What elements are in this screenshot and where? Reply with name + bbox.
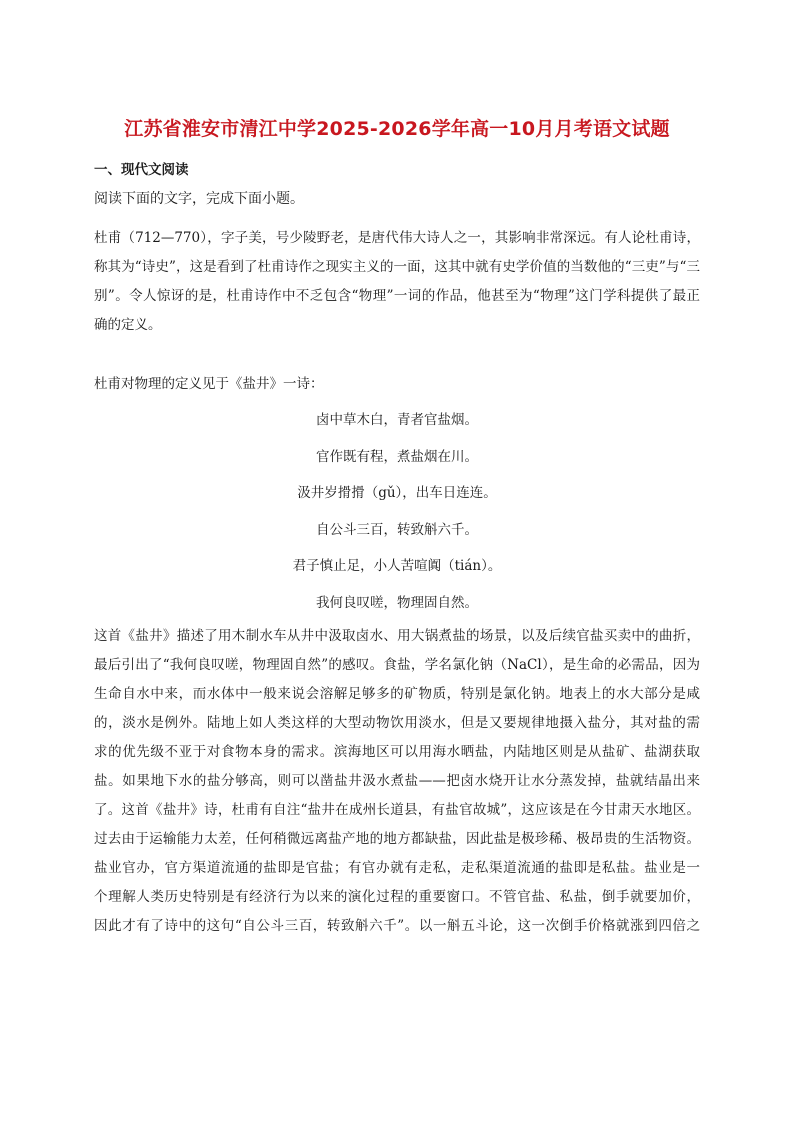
poem-intro: 杜甫对物理的定义见于《盐井》一诗： [94, 376, 324, 392]
paragraph-line: 称其为“诗史”，这是看到了杜甫诗作之现实主义的一面，这其中就有史学价值的当数他的“三吏”与“三 [94, 259, 700, 275]
paragraph-line: 盐业官办，官方渠道流通的盐即是官盐；有官办就有走私，走私渠道流通的盐即是私盐。盐业是一 [94, 860, 700, 876]
poem [0, 402, 794, 622]
poem-line: 汲井岁搰搰（gǔ），出车日连连。 [297, 485, 497, 502]
paragraph-line: 生命自水中来，而水体中一般来说会溶解足够多的矿物质，特别是氯化钠。地表上的水大部分是咸 [94, 686, 700, 702]
section-heading: 一、现代文阅读 [94, 162, 189, 178]
paragraph-line: 了。这首《盐井》诗，杜甫有自注“盐井在成州长道县，有盐官故城”，这应该是在今甘肃天水地区。 [94, 802, 700, 818]
paragraph-line: 盐。如果地下水的盐分够高，则可以凿盐井汲水煮盐——把卤水烧开让水分蒸发掉，盐就结晶出来 [94, 773, 700, 789]
paragraph-line: 因此才有了诗中的这句“自公斗三百，转致斛六千”。以一斛五斗论，这一次倒手价格就涨到四倍之 [94, 918, 700, 934]
document-title: 江苏省淮安市清江中学2025-2026学年高一10月月考语文试题 [124, 118, 670, 140]
paragraph-line: 个理解人类历史特别是有经济行为以来的演化过程的重要窗口。不管官盐、私盐，倒手就要加价， [94, 889, 700, 905]
reading-instruction: 阅读下面的文字，完成下面小题。 [94, 191, 304, 207]
paragraph-line: 别”。令人惊讶的是，杜甫诗作中不乏包含“物理”一词的作品，他甚至为“物理”这门学科提供了最正 [94, 288, 700, 304]
poem-line: 自公斗三百，转致斛六千。 [316, 521, 478, 538]
poem-line: 我何良叹嗟，物理固自然。 [316, 594, 478, 611]
paragraph-line: 过去由于运输能力太差，任何稍微远离盐产地的地方都缺盐，因此盐是极珍稀、极昂贵的生活物资。 [94, 831, 700, 847]
poem-line: 卤中草木白，青者官盐烟。 [316, 412, 478, 428]
poem-line: 官作既有程，煮盐烟在川。 [316, 448, 478, 465]
poem-line: 君子慎止足，小人苦喧阗（tián）。 [292, 558, 502, 575]
paragraph-line: 最后引出了“我何良叹嗟，物理固自然”的感叹。食盐，学名氯化钠（NaCl），是生命的必需品，因为 [94, 657, 700, 673]
paragraph-line: 确的定义。 [94, 317, 162, 333]
intro-paragraph [94, 224, 700, 340]
paragraph-line: 这首《盐井》描述了用木制水车从井中汲取卤水、用大锅煮盐的场景，以及后续官盐买卖中的曲折， [94, 628, 700, 644]
paragraph-line: 的，淡水是例外。陆地上如人类这样的大型动物饮用淡水，但是又要规律地摄入盐分，其对盐的需 [94, 715, 700, 731]
paragraph-line: 求的优先级不亚于对食物本身的需求。滨海地区可以用海水晒盐，内陆地区则是从盐矿、盐湖获取 [94, 744, 700, 760]
analysis-paragraph [94, 622, 700, 941]
paragraph-line: 杜甫（712—770），字子美，号少陵野老，是唐代伟大诗人之一，其影响非常深远。有人论杜甫诗， [94, 230, 700, 246]
